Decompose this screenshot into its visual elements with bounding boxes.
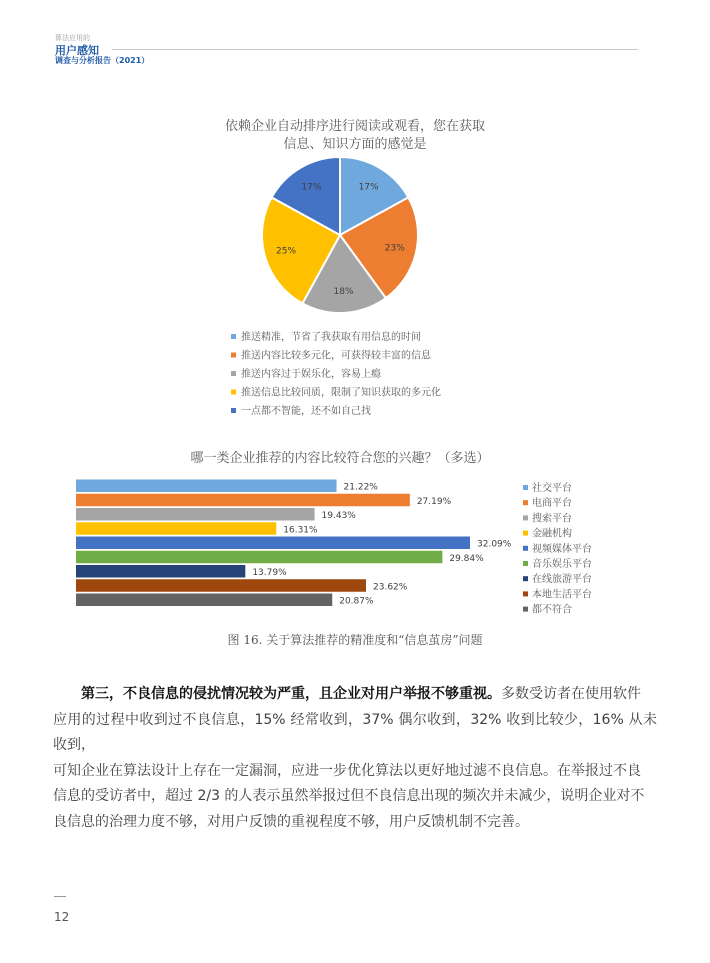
bar-5: [76, 537, 470, 550]
bar-3: [76, 508, 315, 521]
pie-slice-label-5: 17%: [301, 182, 322, 193]
bar-value-label-2: 27.19%: [416, 496, 452, 507]
bar-1: [76, 480, 337, 493]
bar-legend-swatch-1: [523, 485, 528, 490]
bar-value-label-6: 29.84%: [449, 553, 484, 564]
bar-value-label-5: 32.09%: [477, 539, 512, 550]
bar-legend-label-4: 金融机构: [532, 528, 572, 540]
pie-slice-label-4: 25%: [276, 246, 297, 257]
pie-legend-swatch-4: [231, 390, 236, 395]
bar-legend-swatch-4: [523, 531, 528, 536]
bar-legend-label-1: 社交平台: [532, 483, 572, 494]
body-paragraph: [53, 682, 657, 835]
pie-legend-label-3: 推送内容过于娱乐化，容易上瘾: [241, 369, 381, 380]
page-number: 12: [54, 910, 70, 924]
pie-legend-swatch-2: [231, 353, 236, 358]
bar-8: [76, 579, 366, 592]
bar-legend-label-3: 搜索平台: [532, 513, 572, 525]
pie-legend-label-4: 推送信息比较同质，限制了知识获取的多元化: [241, 387, 441, 399]
pie-slice-label-1: 17%: [358, 182, 379, 193]
pie-legend-swatch-1: [231, 334, 236, 339]
pie-slice-label-3: 18%: [333, 287, 354, 298]
pie-legend-label-2: 推送内容比较多元化，可获得较丰富的信息: [241, 350, 431, 362]
bar-value-label-1: 21.22%: [343, 482, 378, 493]
bar-legend-label-7: 在线旅游平台: [532, 574, 592, 586]
body-line-4: 信息的受访者中，超过 2/3 的人表示虽然举报过但不良信息出现的频次并未减少，说明企业对不: [53, 788, 645, 804]
body-lead: 第三，不良信息的侵扰情况较为严重，且企业对用户举报不够重视。: [81, 686, 501, 702]
body-line-1: 多数受访者在使用软件: [501, 686, 641, 702]
pie-title-line-1: 依赖企业自动排序进行阅读或观看，您在获取: [224, 119, 485, 134]
bar-chart-title: 哪一类企业推荐的内容比较符合您的兴趣？（多选）: [190, 451, 490, 466]
bar-legend-swatch-6: [523, 561, 528, 566]
header-title: 用户感知: [55, 44, 99, 57]
body-line-5: 良信息的治理力度不够，对用户反馈的重视程度不够，用户反馈机制不完善。: [53, 813, 529, 830]
bar-value-label-8: 23.62%: [373, 582, 408, 593]
bar-legend-swatch-5: [523, 546, 528, 551]
body-line-3: 可知企业在算法设计上存在一定漏洞，应进一步优化算法以更好地过滤不良信息。在举报过不良: [53, 762, 641, 779]
bar-value-label-3: 19.43%: [321, 511, 356, 521]
header-small-text: 算法应用的: [55, 34, 90, 42]
bar-value-label-7: 13.79%: [252, 568, 287, 578]
bar-legend-swatch-7: [523, 576, 528, 581]
pie-legend-swatch-3: [231, 371, 236, 376]
pie-legend-label-1: 推送精准，节省了我获取有用信息的时间: [241, 332, 421, 343]
pie-legend-label-5: 一点都不智能，还不如自己找: [241, 406, 371, 417]
bar-legend-swatch-3: [523, 515, 528, 520]
bar-legend-label-6: 音乐娱乐平台: [532, 559, 592, 570]
pie-slice-label-2: 23%: [384, 243, 405, 254]
footer-divider: [54, 896, 66, 897]
bar-2: [76, 494, 410, 507]
bar-legend-label-2: 电商平台: [532, 498, 572, 510]
bar-legend-swatch-8: [523, 591, 528, 596]
figure-caption: 图 16. 关于算法推荐的精准度和“信息茧房”问题: [227, 633, 483, 647]
bar-legend-swatch-2: [523, 500, 528, 505]
bar-9: [76, 594, 332, 607]
bar-value-label-4: 16.31%: [283, 525, 318, 536]
bar-legend-label-8: 本地生活平台: [532, 589, 592, 601]
bar-legend-swatch-9: [523, 607, 528, 612]
bar-legend-label-9: 都不符合: [532, 604, 572, 616]
bar-legend-label-5: 视频媒体平台: [532, 543, 592, 555]
bar-4: [76, 522, 276, 535]
pie-legend-swatch-5: [231, 408, 236, 413]
pie-title-line-2: 信息、知识方面的感觉是: [283, 137, 427, 152]
bar-7: [76, 565, 245, 578]
body-line-2: 应用的过程中收到过不良信息，15% 经常收到，37% 偶尔收到，32% 收到比较少，16% 从未收到，: [53, 711, 657, 753]
bar-value-label-9: 20.87%: [339, 596, 374, 607]
header-subtitle: 调查与分析报告（2021）: [55, 56, 150, 65]
bar-6: [76, 551, 442, 564]
